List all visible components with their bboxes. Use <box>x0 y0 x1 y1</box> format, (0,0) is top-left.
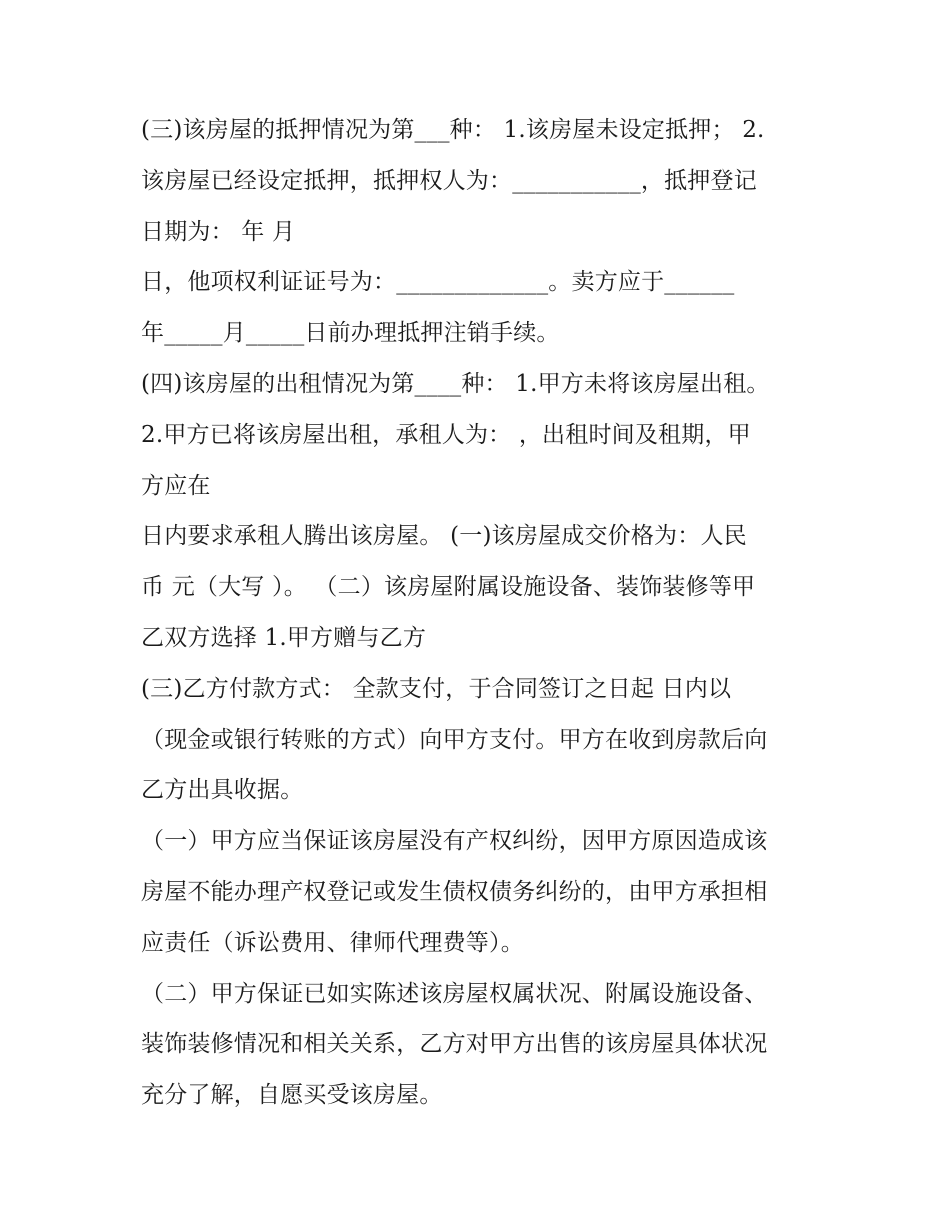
text-line: (三)该房屋的抵押情况为第___种： 1.该房屋未设定抵押； 2. <box>141 117 765 143</box>
text-line: (四)该房屋的出租情况为第____种： 1.甲方未将该房屋出租。 <box>141 370 770 397</box>
text-line: 日内要求承租人腾出该房屋。 (一)该房屋成交价格为：人民 <box>141 523 747 550</box>
text-line: 乙方出具收据。 <box>141 777 304 804</box>
document-body <box>141 105 821 1121</box>
text-line: 年_____月_____日前办理抵押注销手续。 <box>141 320 560 347</box>
text-line: 方应在 <box>141 472 211 499</box>
text-line: 乙双方选择 1.甲方赠与乙方 <box>141 624 427 651</box>
text-line: 该房屋已经设定抵押，抵押权人为：___________，抵押登记 <box>141 167 757 194</box>
text-line: 充分了解，自愿买受该房屋。 <box>141 1082 443 1109</box>
text-line: 币 元（大写 ）。 （二）该房屋附属设施设备、装饰装修等甲 <box>141 574 756 601</box>
text-line: 日期为： 年 月 <box>141 218 296 245</box>
text-line: 2.甲方已将该房屋出租，承租人为： ，出租时间及租期，甲 <box>141 421 751 448</box>
text-line: （一）甲方应当保证该房屋没有产权纠纷，因甲方原因造成该 <box>141 828 768 855</box>
text-line: （现金或银行转账的方式）向甲方支付。甲方在收到房款后向 <box>141 726 768 753</box>
text-line: 应责任（诉讼费用、律师代理费等）。 <box>141 929 524 956</box>
text-line: (三)乙方付款方式： 全款支付，于合同签订之日起 日内以 <box>141 675 732 702</box>
text-line: （二）甲方保证已如实陈述该房屋权属状况、附属设施设备、 <box>141 980 768 1007</box>
text-line: 日，他项权利证证号为：_____________。卖方应于______ <box>141 269 735 296</box>
text-line: 装饰装修情况和相关关系，乙方对甲方出售的该房屋具体状况 <box>141 1031 768 1058</box>
text-line: 房屋不能办理产权登记或发生债权债务纠纷的，由甲方承担相 <box>141 878 768 905</box>
